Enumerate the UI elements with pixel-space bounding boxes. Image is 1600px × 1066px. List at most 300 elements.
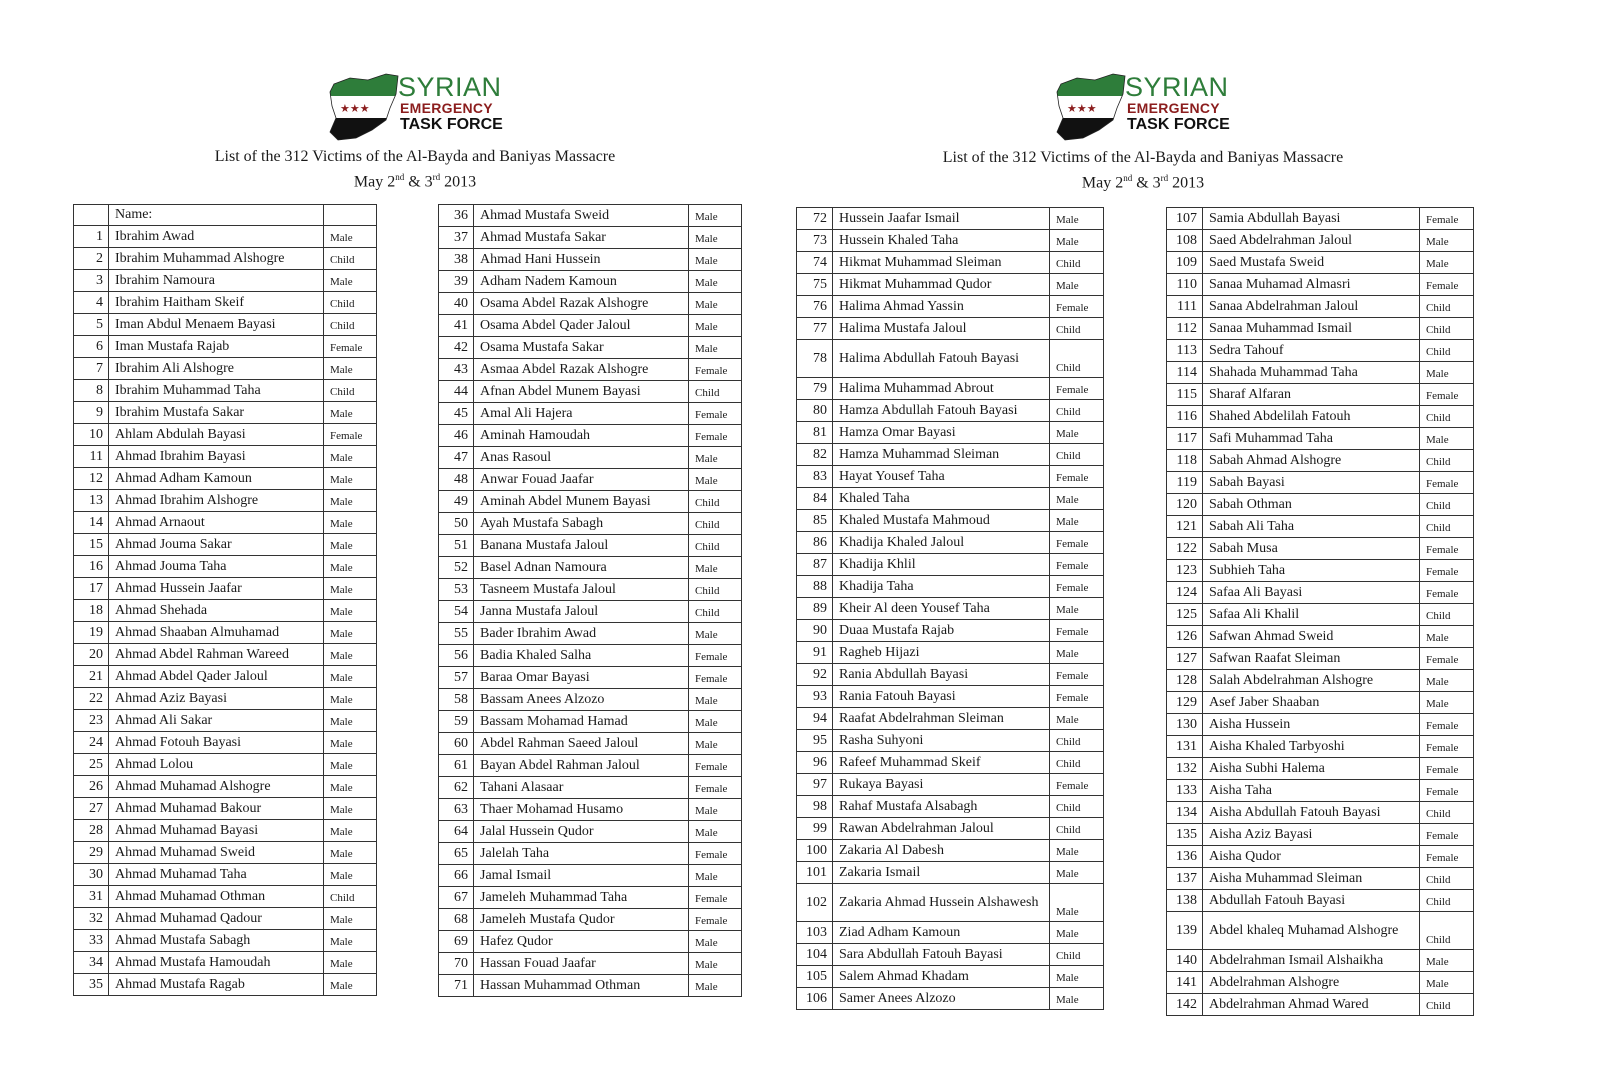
title-line-2: May 2nd & 3rd 2013 (1081, 173, 1205, 192)
table-row (797, 642, 1104, 664)
table-row (439, 271, 742, 293)
victim-name: Hamza Omar Bayasi (833, 422, 1050, 444)
victim-name: Abdel Rahman Saeed Jaloul (474, 733, 689, 755)
table-row (797, 818, 1104, 840)
table-row (797, 208, 1104, 230)
table-row (74, 380, 377, 402)
victim-number: 11 (74, 446, 109, 468)
victim-category: Male (324, 710, 377, 732)
victim-name: Abdelrahman Ahmad Wared (1203, 994, 1420, 1016)
victim-category: Male (689, 953, 742, 975)
victim-name: Safaa Ali Bayasi (1203, 582, 1420, 604)
victim-name: Ahmad Ibrahim Bayasi (109, 446, 324, 468)
victim-name: Rahaf Mustafa Alsabagh (833, 796, 1050, 818)
victim-name: Ahmad Mustafa Sabagh (109, 930, 324, 952)
victim-category: Male (1420, 670, 1474, 692)
victim-category: Female (689, 425, 742, 447)
table-row (797, 840, 1104, 862)
victim-name: Asmaa Abdel Razak Alshogre (474, 359, 689, 381)
victim-category: Female (1050, 378, 1104, 400)
victim-number: 142 (1167, 994, 1203, 1016)
victim-category: Male (1050, 840, 1104, 862)
victim-number: 70 (439, 953, 474, 975)
victim-number: 96 (797, 752, 833, 774)
victim-name: Ahmad Mustafa Hamoudah (109, 952, 324, 974)
victim-category: Child (689, 381, 742, 403)
victim-category: Female (1420, 208, 1474, 230)
victim-number: 49 (439, 491, 474, 513)
table-row (439, 975, 742, 997)
victim-category: Child (1420, 406, 1474, 428)
victim-category: Female (1420, 472, 1474, 494)
victim-number: 102 (797, 884, 833, 922)
victim-category: Female (1420, 274, 1474, 296)
victim-number: 104 (797, 944, 833, 966)
victim-number: 134 (1167, 802, 1203, 824)
victim-number: 28 (74, 820, 109, 842)
victim-number: 21 (74, 666, 109, 688)
victim-name: Ahmad Aziz Bayasi (109, 688, 324, 710)
table-row (74, 490, 377, 512)
victim-number: 80 (797, 400, 833, 422)
table-row (1167, 472, 1474, 494)
victim-number: 27 (74, 798, 109, 820)
victim-category: Male (324, 666, 377, 688)
victim-name: Duaa Mustafa Rajab (833, 620, 1050, 642)
victim-category: Male (689, 975, 742, 997)
table-row (74, 446, 377, 468)
victim-number: 34 (74, 952, 109, 974)
victim-number: 85 (797, 510, 833, 532)
victim-name: Safwan Ahmad Sweid (1203, 626, 1420, 648)
table-row (74, 908, 377, 930)
victim-number: 86 (797, 532, 833, 554)
table-row (797, 532, 1104, 554)
victim-name: Abdelrahman Ismail Alshaikha (1203, 950, 1420, 972)
table-row (1167, 648, 1474, 670)
table-row (439, 205, 742, 227)
victim-category: Female (689, 403, 742, 425)
victim-name: Ahmad Lolou (109, 754, 324, 776)
victim-category: Male (1420, 428, 1474, 450)
victim-number: 112 (1167, 318, 1203, 340)
victim-category: Male (689, 293, 742, 315)
victim-category: Male (1050, 598, 1104, 620)
victim-category: Male (1420, 362, 1474, 384)
victim-name: Halima Muhammad Abrout (833, 378, 1050, 400)
victim-number: 115 (1167, 384, 1203, 406)
table-row (439, 381, 742, 403)
victim-category: Male (324, 820, 377, 842)
victim-category: Male (324, 446, 377, 468)
table-row (439, 535, 742, 557)
victim-category: Male (324, 512, 377, 534)
victim-name: Ibrahim Namoura (109, 270, 324, 292)
victim-name: Safaa Ali Khalil (1203, 604, 1420, 626)
table-row (797, 274, 1104, 296)
victim-category: Child (1050, 318, 1104, 340)
victim-category: Female (1050, 620, 1104, 642)
table-row (74, 270, 377, 292)
victim-name: Ahmad Jouma Taha (109, 556, 324, 578)
table-row (1167, 208, 1474, 230)
victim-category: Female (1050, 532, 1104, 554)
victim-number: 113 (1167, 340, 1203, 362)
victim-number: 55 (439, 623, 474, 645)
victim-name: Ahmad Adham Kamoun (109, 468, 324, 490)
victim-name: Hafez Qudor (474, 931, 689, 953)
table-row (1167, 972, 1474, 994)
victim-category: Male (689, 821, 742, 843)
table-row (797, 252, 1104, 274)
victim-number: 111 (1167, 296, 1203, 318)
victim-category: Child (1050, 752, 1104, 774)
victim-name: Ahmad Muhamad Bayasi (109, 820, 324, 842)
victim-name: Khaled Taha (833, 488, 1050, 510)
table-row (74, 776, 377, 798)
victim-category: Female (1420, 582, 1474, 604)
table-row (1167, 950, 1474, 972)
victim-name: Hayat Yousef Taha (833, 466, 1050, 488)
table-row (74, 974, 377, 996)
victim-category: Female (1050, 576, 1104, 598)
table-row (797, 598, 1104, 620)
victim-name: Ahlam Abdulah Bayasi (109, 424, 324, 446)
victim-category: Male (1420, 230, 1474, 252)
victim-category: Child (324, 292, 377, 314)
table-row (1167, 824, 1474, 846)
victim-category: Female (1420, 846, 1474, 868)
victim-name: Sanaa Muhamad Almasri (1203, 274, 1420, 296)
table-row (1167, 692, 1474, 714)
victim-number: 97 (797, 774, 833, 796)
table-header-row (74, 205, 377, 226)
table-row (74, 314, 377, 336)
table-row (797, 422, 1104, 444)
victim-category: Male (1050, 922, 1104, 944)
victim-number: 73 (797, 230, 833, 252)
victim-number: 103 (797, 922, 833, 944)
victim-name: Aisha Abdullah Fatouh Bayasi (1203, 802, 1420, 824)
victim-number: 92 (797, 664, 833, 686)
victim-category: Male (1050, 708, 1104, 730)
victim-name: Tahani Alasaar (474, 777, 689, 799)
victim-name: Ahmad Muhamad Qadour (109, 908, 324, 930)
victim-name: Hassan Muhammad Othman (474, 975, 689, 997)
victim-category: Male (324, 468, 377, 490)
victim-category: Male (1050, 488, 1104, 510)
victim-name: Ahmad Hani Hussein (474, 249, 689, 271)
victim-category: Male (324, 270, 377, 292)
table-row (74, 798, 377, 820)
victim-number: 17 (74, 578, 109, 600)
victim-name: Adham Nadem Kamoun (474, 271, 689, 293)
victim-number: 133 (1167, 780, 1203, 802)
table-row (74, 886, 377, 908)
victim-name: Rawan Abdelrahman Jaloul (833, 818, 1050, 840)
victim-name: Sabah Othman (1203, 494, 1420, 516)
victim-number: 83 (797, 466, 833, 488)
victim-category: Female (689, 667, 742, 689)
victim-category: Male (1050, 642, 1104, 664)
victim-number: 81 (797, 422, 833, 444)
victim-number: 89 (797, 598, 833, 620)
table-row (797, 988, 1104, 1010)
victim-category: Male (324, 754, 377, 776)
victim-number: 44 (439, 381, 474, 403)
victim-name: Abdullah Fatouh Bayasi (1203, 890, 1420, 912)
victim-number: 9 (74, 402, 109, 424)
victim-category: Child (689, 491, 742, 513)
table-row (74, 468, 377, 490)
table-row (1167, 846, 1474, 868)
table-row (1167, 428, 1474, 450)
victim-category: Male (689, 469, 742, 491)
table-row (797, 576, 1104, 598)
victim-number: 12 (74, 468, 109, 490)
table-row (439, 689, 742, 711)
table-row (797, 708, 1104, 730)
victim-number: 135 (1167, 824, 1203, 846)
victim-name: Ibrahim Muhammad Alshogre (109, 248, 324, 270)
victim-number: 139 (1167, 912, 1203, 950)
victim-name: Hussein Jaafar Ismail (833, 208, 1050, 230)
victim-name: Sedra Tahouf (1203, 340, 1420, 362)
victim-name: Amal Ali Hajera (474, 403, 689, 425)
victim-number: 107 (1167, 208, 1203, 230)
table-row (439, 887, 742, 909)
table-row (1167, 296, 1474, 318)
table-row (74, 732, 377, 754)
victim-number: 95 (797, 730, 833, 752)
victim-category: Male (689, 557, 742, 579)
victim-name: Ziad Adham Kamoun (833, 922, 1050, 944)
victim-name: Sharaf Alfaran (1203, 384, 1420, 406)
table-row (439, 733, 742, 755)
table-row (1167, 274, 1474, 296)
victim-number: 137 (1167, 868, 1203, 890)
victim-name: Jameleh Mustafa Qudor (474, 909, 689, 931)
victim-number: 8 (74, 380, 109, 402)
victim-category: Female (689, 843, 742, 865)
table-row (439, 601, 742, 623)
table-row (1167, 736, 1474, 758)
victim-name: Khaled Mustafa Mahmoud (833, 510, 1050, 532)
victim-category: Male (324, 688, 377, 710)
victim-category: Female (689, 359, 742, 381)
victim-number: 79 (797, 378, 833, 400)
victim-number: 138 (1167, 890, 1203, 912)
table-row (1167, 758, 1474, 780)
victim-number: 119 (1167, 472, 1203, 494)
table-row (1167, 230, 1474, 252)
victim-category: Male (1050, 966, 1104, 988)
victim-name: Basel Adnan Namoura (474, 557, 689, 579)
victim-number: 77 (797, 318, 833, 340)
table-row (797, 466, 1104, 488)
victim-number: 1 (74, 226, 109, 248)
logo (1055, 72, 1230, 147)
victim-number: 132 (1167, 758, 1203, 780)
victim-category: Child (689, 513, 742, 535)
victim-category: Male (689, 931, 742, 953)
victim-name: Hikmat Muhammad Sleiman (833, 252, 1050, 274)
victim-category: Child (689, 579, 742, 601)
victim-category: Female (1050, 664, 1104, 686)
table-row (797, 230, 1104, 252)
table-row (74, 622, 377, 644)
victim-number: 126 (1167, 626, 1203, 648)
victim-number: 114 (1167, 362, 1203, 384)
victim-name: Bader Ibrahim Awad (474, 623, 689, 645)
victim-number: 16 (74, 556, 109, 578)
victim-name: Saed Abdelrahman Jaloul (1203, 230, 1420, 252)
victim-number: 38 (439, 249, 474, 271)
victim-category: Female (689, 887, 742, 909)
table-row (439, 931, 742, 953)
table-row (74, 248, 377, 270)
victim-category: Male (324, 732, 377, 754)
table-row (439, 315, 742, 337)
victim-number: 23 (74, 710, 109, 732)
table-row (797, 944, 1104, 966)
victim-category: Male (324, 798, 377, 820)
victim-number: 116 (1167, 406, 1203, 428)
victim-name: Aminah Abdel Munem Bayasi (474, 491, 689, 513)
victim-name: Rasha Suhyoni (833, 730, 1050, 752)
table-row (439, 557, 742, 579)
victim-number: 117 (1167, 428, 1203, 450)
victim-number: 51 (439, 535, 474, 557)
table-row (74, 512, 377, 534)
victim-name: Ahmad Muhamad Taha (109, 864, 324, 886)
victim-category: Male (324, 842, 377, 864)
victim-number: 71 (439, 975, 474, 997)
victim-name: Ibrahim Ali Alshogre (109, 358, 324, 380)
victim-category: Male (1050, 208, 1104, 230)
table-row (797, 400, 1104, 422)
table-row (74, 842, 377, 864)
victim-name: Ahmad Mustafa Sakar (474, 227, 689, 249)
victim-number: 90 (797, 620, 833, 642)
table-row (1167, 780, 1474, 802)
victim-category: Male (1420, 252, 1474, 274)
table-row (797, 730, 1104, 752)
victim-number: 82 (797, 444, 833, 466)
victim-number: 98 (797, 796, 833, 818)
victim-name: Aisha Taha (1203, 780, 1420, 802)
victim-category: Male (324, 776, 377, 798)
victim-number: 125 (1167, 604, 1203, 626)
table-row (1167, 670, 1474, 692)
victim-name: Jalal Hussein Qudor (474, 821, 689, 843)
table-row (439, 909, 742, 931)
table-row (74, 754, 377, 776)
victim-category: Child (1050, 796, 1104, 818)
victim-number: 84 (797, 488, 833, 510)
victim-name: Ahmad Mustafa Sweid (474, 205, 689, 227)
victim-category: Male (1420, 692, 1474, 714)
victim-number: 122 (1167, 538, 1203, 560)
victim-name: Iman Mustafa Rajab (109, 336, 324, 358)
document-page-right (800, 0, 1600, 1066)
victim-name: Zakaria Ahmad Hussein Alshawesh (833, 884, 1050, 922)
victim-category: Male (1050, 884, 1104, 922)
table-row (74, 820, 377, 842)
victim-category: Male (689, 227, 742, 249)
table-row (439, 447, 742, 469)
victim-number: 26 (74, 776, 109, 798)
victim-number: 128 (1167, 670, 1203, 692)
victim-number: 63 (439, 799, 474, 821)
victim-category: Male (324, 908, 377, 930)
victim-number: 130 (1167, 714, 1203, 736)
table-row (439, 777, 742, 799)
victim-number: 74 (797, 252, 833, 274)
victim-name: Aisha Qudor (1203, 846, 1420, 868)
victim-name: Afnan Abdel Munem Bayasi (474, 381, 689, 403)
victim-name: Iman Abdul Menaem Bayasi (109, 314, 324, 336)
victim-category: Female (1420, 538, 1474, 560)
victim-category: Female (1050, 774, 1104, 796)
logo-word-task-force: TASK FORCE (400, 116, 503, 133)
victim-name: Kheir Al deen Yousef Taha (833, 598, 1050, 620)
table-row (797, 340, 1104, 378)
table-row (1167, 994, 1474, 1016)
table-row (439, 821, 742, 843)
victim-category: Child (1420, 802, 1474, 824)
victim-name: Hikmat Muhammad Qudor (833, 274, 1050, 296)
victim-name: Ragheb Hijazi (833, 642, 1050, 664)
victim-name: Baraa Omar Bayasi (474, 667, 689, 689)
victim-name: Ahmad Muhamad Bakour (109, 798, 324, 820)
victim-number: 48 (439, 469, 474, 491)
table-row (797, 664, 1104, 686)
victim-name: Sabah Musa (1203, 538, 1420, 560)
victim-name: Zakaria Ismail (833, 862, 1050, 884)
victim-name: Hassan Fouad Jaafar (474, 953, 689, 975)
victim-number: 7 (74, 358, 109, 380)
victim-number: 54 (439, 601, 474, 623)
table-row (1167, 516, 1474, 538)
table-row (74, 292, 377, 314)
table-row (439, 645, 742, 667)
victim-name: Safwan Raafat Sleiman (1203, 648, 1420, 670)
victim-number: 65 (439, 843, 474, 865)
victim-name: Shahed Abdelilah Fatouh (1203, 406, 1420, 428)
victim-number: 109 (1167, 252, 1203, 274)
victim-category: Child (1050, 444, 1104, 466)
title-line-1: List of the 312 Victims of the Al-Bayda and Baniyas Massacre (942, 149, 1344, 166)
victim-name: Ahmad Hussein Jaafar (109, 578, 324, 600)
table-row (439, 293, 742, 315)
victim-name: Sabah Ahmad Alshogre (1203, 450, 1420, 472)
victim-name: Safi Muhammad Taha (1203, 428, 1420, 450)
victim-category: Male (324, 600, 377, 622)
victim-number: 22 (74, 688, 109, 710)
victim-category: Child (1050, 730, 1104, 752)
table-row (439, 359, 742, 381)
victim-number: 100 (797, 840, 833, 862)
victim-number: 15 (74, 534, 109, 556)
table-row (797, 686, 1104, 708)
victim-category: Child (324, 314, 377, 336)
victim-name: Ahmad Muhamad Alshogre (109, 776, 324, 798)
table-row (1167, 582, 1474, 604)
table-row (797, 554, 1104, 576)
victim-number: 24 (74, 732, 109, 754)
victim-category: Child (1420, 318, 1474, 340)
